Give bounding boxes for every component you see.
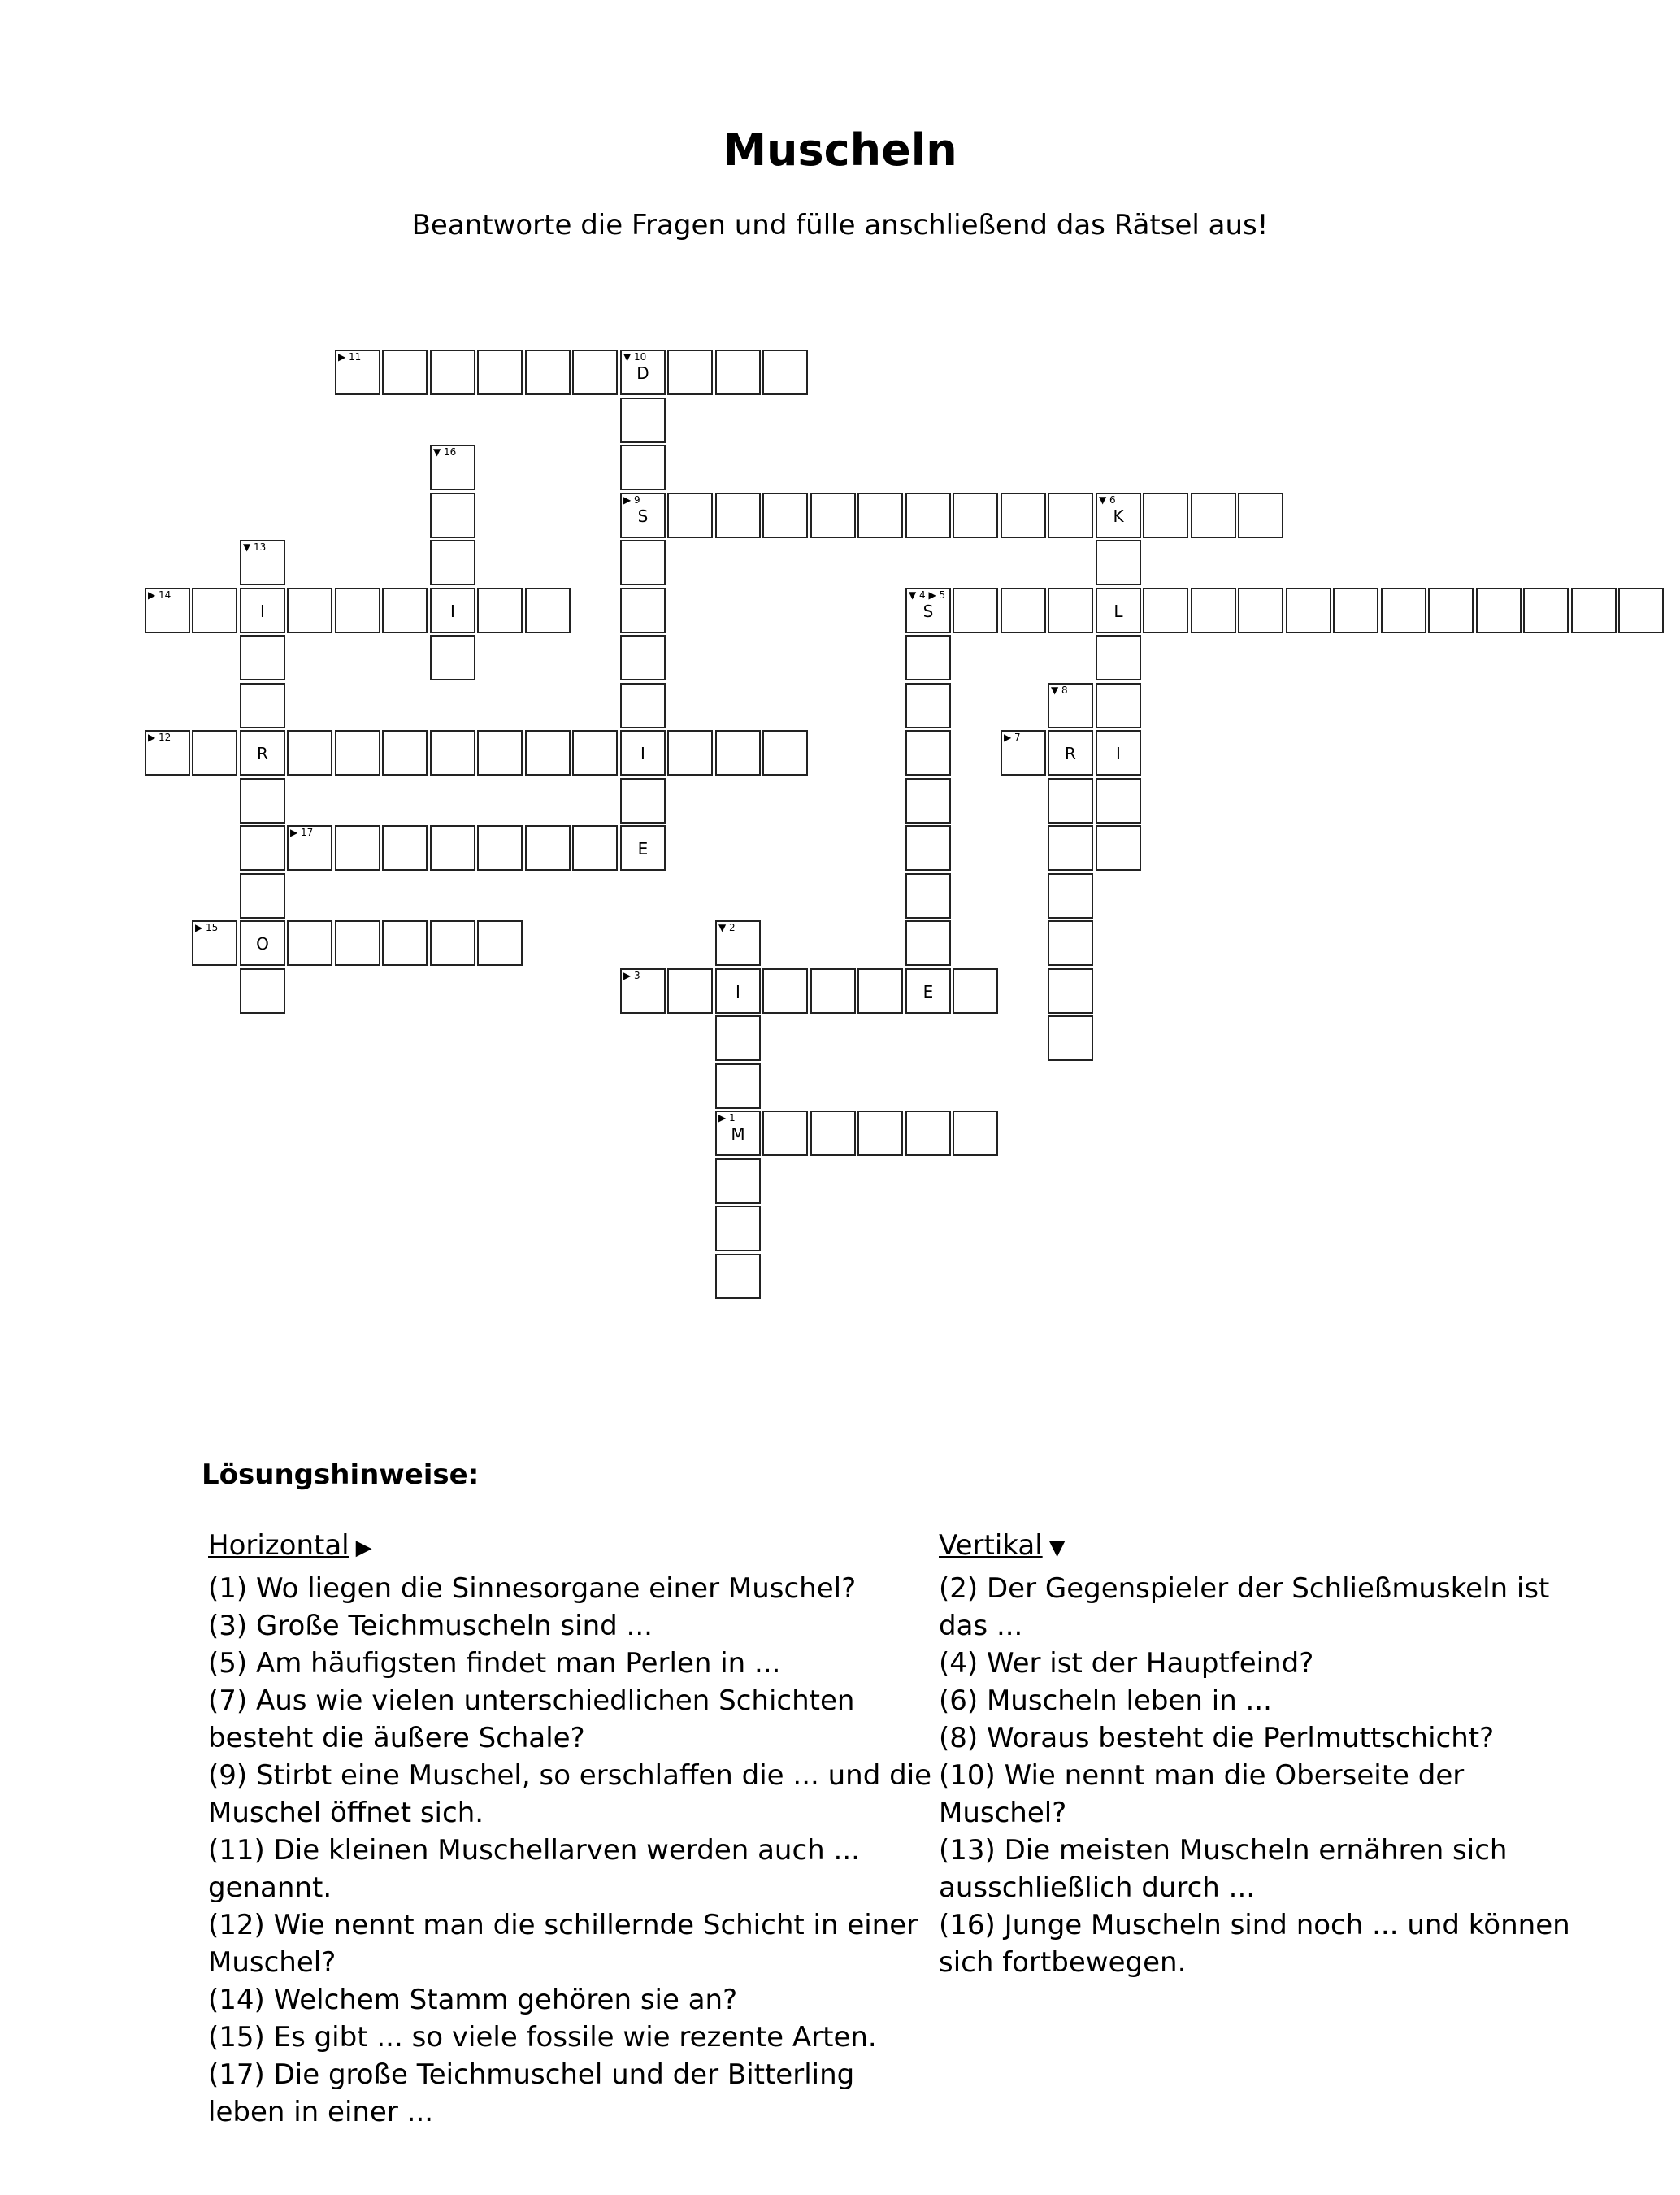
- crossword-cell[interactable]: [382, 920, 428, 966]
- horizontal-clue: (14) Welchem Stamm gehören sie an?: [208, 1984, 738, 2016]
- crossword-cell[interactable]: [240, 968, 285, 1014]
- crossword-cell[interactable]: [857, 1111, 903, 1156]
- vertical-heading: [939, 1527, 1589, 1567]
- crossword-cell[interactable]: [240, 540, 285, 585]
- clue-number: ▶ 14: [148, 589, 171, 601]
- crossword-cell[interactable]: [192, 730, 237, 776]
- crossword-cell[interactable]: [620, 778, 666, 824]
- crossword-cell[interactable]: [1096, 635, 1141, 680]
- crossword-cell[interactable]: [240, 635, 285, 680]
- crossword-cell[interactable]: [620, 445, 666, 490]
- crossword-cell[interactable]: [620, 493, 666, 538]
- crossword-cell[interactable]: [430, 350, 475, 395]
- horizontal-clue: (17) Die große Teichmuschel und der Bitterling leben in einer ...: [208, 2058, 855, 2128]
- crossword-cell[interactable]: [1096, 588, 1141, 633]
- crossword-cell[interactable]: [1238, 493, 1283, 538]
- crossword-cell[interactable]: [762, 1111, 808, 1156]
- crossword-cell[interactable]: [1048, 730, 1093, 776]
- crossword-cell[interactable]: [240, 920, 285, 966]
- crossword-cell[interactable]: [667, 493, 713, 538]
- crossword-cell[interactable]: [667, 730, 713, 776]
- crossword-cell[interactable]: [715, 1111, 761, 1156]
- crossword-cell[interactable]: [1096, 825, 1141, 871]
- cell-letter: I: [1116, 744, 1121, 763]
- crossword-cell[interactable]: [620, 398, 666, 443]
- crossword-cell[interactable]: [572, 825, 618, 871]
- crossword-cell[interactable]: [1048, 1015, 1093, 1061]
- crossword-cell[interactable]: [477, 350, 523, 395]
- cell-letter: I: [736, 982, 740, 1002]
- crossword-cell[interactable]: [525, 588, 571, 633]
- right-triangle-icon: ▶: [355, 1536, 372, 1560]
- crossword-cell[interactable]: [430, 493, 475, 538]
- crossword-cell[interactable]: [477, 920, 523, 966]
- horizontal-heading: [208, 1527, 940, 1567]
- crossword-cell[interactable]: [382, 730, 428, 776]
- crossword-cell[interactable]: [1618, 588, 1664, 633]
- crossword-cell[interactable]: [335, 350, 380, 395]
- vertical-clue-list: [939, 1570, 1589, 1981]
- cell-letter: I: [640, 744, 645, 763]
- crossword-cell[interactable]: [905, 778, 951, 824]
- horizontal-clue: (7) Aus wie vielen unterschiedlichen Schichten besteht die äußere Schale?: [208, 1684, 855, 1754]
- crossword-cell[interactable]: [1048, 920, 1093, 966]
- crossword-cell[interactable]: [715, 730, 761, 776]
- crossword-cell[interactable]: [430, 445, 475, 490]
- down-triangle-icon: ▼: [1048, 1536, 1066, 1560]
- crossword-cell[interactable]: [620, 588, 666, 633]
- cell-letter: R: [257, 744, 268, 763]
- crossword-cell[interactable]: [762, 493, 808, 538]
- crossword-cell[interactable]: [1001, 493, 1046, 538]
- crossword-cell[interactable]: [857, 968, 903, 1014]
- crossword-cell[interactable]: [1428, 588, 1474, 633]
- crossword-cell[interactable]: [240, 683, 285, 728]
- crossword-cell[interactable]: [1191, 588, 1236, 633]
- horizontal-clue: (5) Am häufigsten findet man Perlen in ...: [208, 1647, 781, 1680]
- vertical-clue: (10) Wie nennt man die Oberseite der Muschel?: [939, 1759, 1465, 1829]
- crossword-cell[interactable]: [240, 730, 285, 776]
- clue-number: ▶ 9: [623, 494, 640, 506]
- vertical-clue: (16) Junge Muscheln sind noch ... und können sich fortbewegen.: [939, 1909, 1570, 1979]
- crossword-cell[interactable]: [477, 730, 523, 776]
- crossword-cell[interactable]: [715, 350, 761, 395]
- crossword-cell[interactable]: [1096, 778, 1141, 824]
- cell-letter: E: [637, 839, 649, 858]
- horizontal-clue: (15) Es gibt ... so viele fossile wie rezente Arten.: [208, 2021, 877, 2054]
- crossword-cell[interactable]: [335, 920, 380, 966]
- horizontal-clue-list: [208, 1570, 940, 2131]
- clue-number: ▶ 3: [623, 970, 640, 981]
- crossword-cell[interactable]: [905, 920, 951, 966]
- crossword-cell[interactable]: [192, 588, 237, 633]
- cell-letter: S: [637, 506, 649, 526]
- crossword-cell[interactable]: [620, 825, 666, 871]
- crossword-cell[interactable]: [1571, 588, 1617, 633]
- vertical-clue: (8) Woraus besteht die Perlmuttschicht?: [939, 1722, 1495, 1754]
- crossword-cell[interactable]: [715, 1015, 761, 1061]
- crossword-cell[interactable]: [905, 968, 951, 1014]
- vertical-clue: (4) Wer ist der Hauptfeind?: [939, 1647, 1314, 1680]
- crossword-cell[interactable]: [382, 350, 428, 395]
- vertical-clue: (13) Die meisten Muscheln ernähren sich ausschließlich durch ...: [939, 1834, 1508, 1904]
- cell-letter: R: [1065, 744, 1076, 763]
- crossword-cell[interactable]: [287, 825, 332, 871]
- horizontal-clues: [208, 1527, 940, 2131]
- crossword-cell[interactable]: [572, 730, 618, 776]
- crossword-cell[interactable]: [240, 778, 285, 824]
- vertical-clues: [939, 1527, 1589, 1981]
- crossword-cell[interactable]: [905, 730, 951, 776]
- crossword-cell[interactable]: [1286, 588, 1331, 633]
- crossword-cell[interactable]: [1523, 588, 1569, 633]
- crossword-cell[interactable]: [525, 350, 571, 395]
- crossword-cell[interactable]: [287, 588, 332, 633]
- crossword-cell[interactable]: [715, 1254, 761, 1299]
- crossword-cell[interactable]: [1191, 493, 1236, 538]
- vertical-clue: (6) Muscheln leben in ...: [939, 1684, 1272, 1717]
- crossword-cell[interactable]: [905, 1111, 951, 1156]
- crossword-cell[interactable]: [1001, 588, 1046, 633]
- cell-letter: I: [450, 602, 455, 621]
- crossword-cell[interactable]: [1048, 683, 1093, 728]
- horizontal-clue: (11) Die kleinen Muschellarven werden auch ... genannt.: [208, 1834, 860, 1904]
- horizontal-clue: (12) Wie nennt man die schillernde Schicht in einer Muschel?: [208, 1909, 918, 1979]
- crossword-cell[interactable]: [953, 493, 998, 538]
- crossword-cell[interactable]: [430, 920, 475, 966]
- vertical-clue: (2) Der Gegenspieler der Schließmuskeln ist das ...: [939, 1572, 1550, 1642]
- crossword-cell[interactable]: [1333, 588, 1378, 633]
- crossword-cell[interactable]: [430, 540, 475, 585]
- crossword-cell[interactable]: [667, 968, 713, 1014]
- crossword-cell[interactable]: [953, 1111, 998, 1156]
- crossword-cell[interactable]: [953, 968, 998, 1014]
- crossword-cell[interactable]: [810, 493, 856, 538]
- crossword-cell[interactable]: [905, 635, 951, 680]
- cell-letter: S: [922, 602, 934, 621]
- crossword-cell[interactable]: [240, 873, 285, 919]
- crossword-cell[interactable]: [1096, 683, 1141, 728]
- crossword-cell[interactable]: [953, 588, 998, 633]
- crossword-cell[interactable]: [1048, 588, 1093, 633]
- crossword-cell[interactable]: [620, 683, 666, 728]
- crossword-cell[interactable]: [667, 350, 713, 395]
- crossword-cell[interactable]: [430, 588, 475, 633]
- horizontal-clue: (1) Wo liegen die Sinnesorgane einer Muschel?: [208, 1572, 857, 1605]
- crossword-cell[interactable]: [715, 1158, 761, 1204]
- crossword-cell[interactable]: [430, 730, 475, 776]
- crossword-cell[interactable]: [620, 730, 666, 776]
- cell-letter: L: [1113, 602, 1123, 621]
- crossword-cell[interactable]: [192, 920, 237, 966]
- vertical-label: Vertikal: [939, 1529, 1043, 1562]
- crossword-cell[interactable]: [715, 1063, 761, 1109]
- crossword-cell[interactable]: [287, 920, 332, 966]
- clue-number: ▼ 16: [433, 446, 457, 458]
- cell-letter: E: [922, 982, 934, 1002]
- clue-number: ▶ 17: [290, 827, 314, 838]
- crossword-cell[interactable]: [1048, 968, 1093, 1014]
- crossword-cell[interactable]: [335, 825, 380, 871]
- crossword-cell[interactable]: [382, 588, 428, 633]
- crossword-cell[interactable]: [1096, 540, 1141, 585]
- crossword-cell[interactable]: [477, 588, 523, 633]
- crossword-cell[interactable]: [240, 825, 285, 871]
- clue-number: ▼ 4 ▶ 5: [909, 589, 946, 601]
- crossword-cell[interactable]: [525, 825, 571, 871]
- crossword-cell[interactable]: [240, 588, 285, 633]
- crossword-cell[interactable]: [857, 493, 903, 538]
- crossword-cell[interactable]: [1048, 873, 1093, 919]
- cell-letter: I: [260, 602, 265, 621]
- page-title: Muscheln: [723, 124, 957, 176]
- crossword-cell[interactable]: [620, 968, 666, 1014]
- crossword-cell[interactable]: [715, 920, 761, 966]
- crossword-cell[interactable]: [762, 968, 808, 1014]
- crossword-cell[interactable]: [762, 350, 808, 395]
- crossword-cell[interactable]: [477, 825, 523, 871]
- crossword-cell[interactable]: [145, 730, 190, 776]
- crossword-cell[interactable]: [620, 540, 666, 585]
- clue-number: ▶ 12: [148, 732, 171, 743]
- crossword-cell[interactable]: [1143, 588, 1188, 633]
- horizontal-label: Horizontal: [208, 1529, 349, 1562]
- crossword-cell[interactable]: [762, 730, 808, 776]
- crossword-cell[interactable]: [715, 493, 761, 538]
- instructions: Beantworte die Fragen und fülle anschließend das Rätsel aus!: [411, 209, 1269, 241]
- crossword-cell[interactable]: [287, 730, 332, 776]
- clue-number: ▶ 15: [195, 922, 219, 933]
- clue-number: ▼ 2: [718, 922, 736, 933]
- crossword-cell[interactable]: [1238, 588, 1283, 633]
- crossword-cell[interactable]: [905, 825, 951, 871]
- hints-heading: Lösungshinweise:: [202, 1458, 480, 1491]
- cell-letter: O: [256, 934, 269, 954]
- crossword-cell[interactable]: [905, 873, 951, 919]
- clue-number: ▼ 13: [243, 541, 267, 553]
- crossword-cell[interactable]: [810, 1111, 856, 1156]
- crossword-cell[interactable]: [1001, 730, 1046, 776]
- crossword-cell[interactable]: [525, 730, 571, 776]
- crossword-cell[interactable]: [620, 635, 666, 680]
- crossword-cell[interactable]: [905, 683, 951, 728]
- horizontal-clue: (3) Große Teichmuscheln sind ...: [208, 1610, 653, 1642]
- clue-number: ▼ 10: [623, 351, 647, 363]
- crossword-cell[interactable]: [620, 350, 666, 395]
- crossword-cell[interactable]: [905, 493, 951, 538]
- crossword-cell[interactable]: [430, 825, 475, 871]
- crossword-cell[interactable]: [905, 588, 951, 633]
- clue-number: ▶ 1: [718, 1112, 736, 1124]
- crossword-cell[interactable]: [810, 968, 856, 1014]
- crossword-cell[interactable]: [1096, 493, 1141, 538]
- crossword-cell[interactable]: [1476, 588, 1522, 633]
- crossword-cell[interactable]: [382, 825, 428, 871]
- crossword-cell[interactable]: [1096, 730, 1141, 776]
- crossword-cell[interactable]: [335, 588, 380, 633]
- crossword-cell[interactable]: [145, 588, 190, 633]
- clue-number: ▼ 8: [1051, 685, 1068, 696]
- crossword-cell[interactable]: [1048, 778, 1093, 824]
- crossword-cell[interactable]: [572, 350, 618, 395]
- crossword-cell[interactable]: [715, 968, 761, 1014]
- cell-letter: M: [731, 1124, 745, 1144]
- crossword-cell[interactable]: [430, 635, 475, 680]
- horizontal-clue: (9) Stirbt eine Muschel, so erschlaffen die ... und die Muschel öffnet sich.: [208, 1759, 932, 1829]
- crossword-cell[interactable]: [1048, 825, 1093, 871]
- cell-letter: K: [1113, 506, 1124, 526]
- crossword-cell[interactable]: [335, 730, 380, 776]
- clue-number: ▶ 11: [338, 351, 362, 363]
- cell-letter: D: [636, 363, 649, 383]
- clue-number: ▶ 7: [1004, 732, 1021, 743]
- crossword-cell[interactable]: [1143, 493, 1188, 538]
- clue-number: ▼ 6: [1099, 494, 1116, 506]
- crossword-cell[interactable]: [1381, 588, 1426, 633]
- crossword-cell[interactable]: [715, 1206, 761, 1251]
- crossword-cell[interactable]: [1048, 493, 1093, 538]
